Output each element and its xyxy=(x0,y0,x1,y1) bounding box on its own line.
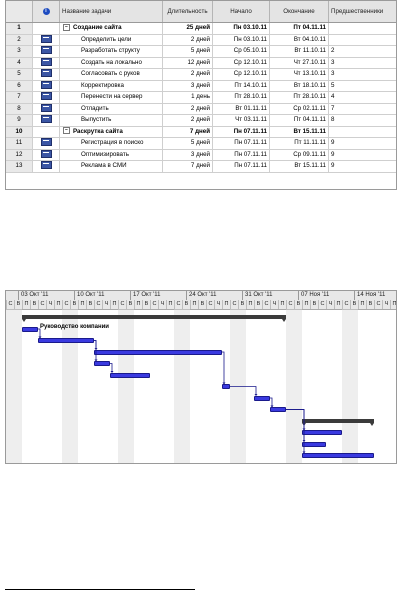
day-letter: С xyxy=(342,300,350,309)
gantt-summary-bar[interactable] xyxy=(302,419,374,423)
row-indicator xyxy=(33,46,60,57)
task-name-text: Согласовать с руков xyxy=(81,70,140,77)
day-letter: П xyxy=(358,300,366,309)
row-predecessors[interactable]: 2 xyxy=(331,47,335,54)
day-letter: С xyxy=(38,300,46,309)
dependency-link xyxy=(110,364,112,373)
day-letter: П xyxy=(222,300,230,309)
row-id[interactable]: 9 xyxy=(6,115,33,126)
row-predecessors[interactable]: 9 xyxy=(331,139,335,146)
week-label: 03 Окт '11 xyxy=(18,291,74,300)
row-duration[interactable]: 7 дней xyxy=(163,127,213,138)
task-name-text: Регистрация в поиско xyxy=(81,139,144,146)
task-name-text: Реклама в СМИ xyxy=(81,162,127,169)
table-row[interactable] xyxy=(6,161,396,173)
row-start[interactable]: Пт 28.10.11 xyxy=(213,92,270,103)
day-letter: П xyxy=(390,300,397,309)
row-task-name[interactable] xyxy=(60,23,163,34)
row-predecessors[interactable]: 3 xyxy=(331,58,335,66)
task-indicator-icon xyxy=(41,81,52,89)
day-letter: С xyxy=(318,300,326,309)
row-predecessors[interactable]: 9 xyxy=(331,150,335,158)
row-duration[interactable]: 3 дней xyxy=(163,150,213,161)
row-start[interactable]: Пн 07.11.11 xyxy=(213,150,270,161)
row-task-name[interactable] xyxy=(60,138,163,149)
week-label: 24 Окт '11 xyxy=(186,291,242,300)
day-letter: С xyxy=(94,300,102,309)
day-letter: П xyxy=(246,300,254,309)
day-letter: Ч xyxy=(270,300,278,309)
row-indicator xyxy=(33,92,60,103)
row-end[interactable]: Пт 11.11.11 xyxy=(270,138,329,149)
day-letter: П xyxy=(54,300,62,309)
day-letter: П xyxy=(134,300,142,309)
row-predecessors[interactable] xyxy=(329,127,397,138)
row-id[interactable]: 3 xyxy=(6,46,33,57)
day-letter: П xyxy=(302,300,310,309)
task-name-text: Разработать структу xyxy=(81,47,140,54)
row-task-name[interactable] xyxy=(60,35,163,46)
day-letter: В xyxy=(126,300,134,309)
day-letter: П xyxy=(334,300,342,309)
day-letter: П xyxy=(78,300,86,309)
collapse-toggle-icon[interactable]: − xyxy=(63,24,70,31)
day-letter: В xyxy=(30,300,38,309)
header-end[interactable]: Окончание xyxy=(270,1,329,22)
day-letter: П xyxy=(278,300,286,309)
gantt-task-bar[interactable] xyxy=(270,407,286,412)
table-row[interactable] xyxy=(6,115,396,127)
row-indicator xyxy=(33,104,60,115)
row-start[interactable]: Пн 03.10.11 xyxy=(213,23,270,34)
row-duration[interactable]: 2 дней xyxy=(163,104,213,115)
table-row[interactable] xyxy=(6,92,396,104)
day-letter: В xyxy=(182,300,190,309)
day-letter: В xyxy=(198,300,206,309)
task-name-text: Корректировка xyxy=(81,81,124,89)
day-letter: В xyxy=(366,300,374,309)
day-letter: С xyxy=(118,300,126,309)
row-start[interactable]: Чт 03.11.11 xyxy=(213,115,270,126)
week-label: 07 Ноя '11 xyxy=(298,291,354,300)
week-label: 10 Окт '11 xyxy=(74,291,130,300)
row-task-name[interactable] xyxy=(60,127,163,138)
row-duration[interactable]: 7 дней xyxy=(163,161,213,172)
row-task-name[interactable] xyxy=(60,92,163,103)
week-label: 31 Окт '11 xyxy=(242,291,298,300)
gantt-task-bar[interactable] xyxy=(110,373,150,378)
row-indicator xyxy=(33,115,60,126)
header-predecessors[interactable]: Предшественники xyxy=(329,1,397,22)
row-indicator xyxy=(33,138,60,149)
dependency-link xyxy=(94,341,96,350)
week-label: 17 Окт '11 xyxy=(130,291,186,300)
footnote-separator xyxy=(5,589,195,590)
row-end[interactable]: Пт 28.10.11 xyxy=(270,92,329,103)
day-letter: Ч xyxy=(158,300,166,309)
task-name-text: Раскрутка сайта xyxy=(73,127,123,135)
row-task-name[interactable] xyxy=(60,115,163,126)
day-letter: С xyxy=(230,300,238,309)
row-end[interactable]: Ср 09.11.11 xyxy=(270,150,329,161)
task-indicator-icon xyxy=(41,46,52,54)
task-indicator-icon xyxy=(41,161,52,169)
day-letter: С xyxy=(6,300,14,309)
day-letter: П xyxy=(166,300,174,309)
weekend-shade xyxy=(6,309,22,464)
collapse-toggle-icon[interactable]: − xyxy=(63,127,70,134)
day-letter: В xyxy=(70,300,78,309)
row-duration[interactable]: 5 дней xyxy=(163,46,213,57)
row-predecessors[interactable]: 9 xyxy=(331,162,335,169)
task-name-text: Определить цели xyxy=(81,35,132,43)
resource-label: Руководство компании xyxy=(40,324,109,330)
gantt-task-bar[interactable] xyxy=(94,361,110,366)
day-letter: С xyxy=(62,300,70,309)
row-start[interactable]: Пн 07.11.11 xyxy=(213,127,270,138)
task-name-text: Отладить xyxy=(81,104,109,112)
day-letter: С xyxy=(262,300,270,309)
weekend-shade xyxy=(230,309,246,464)
task-indicator-icon xyxy=(41,58,52,66)
row-indicator xyxy=(33,127,60,138)
row-indicator xyxy=(33,58,60,69)
day-letter: Ч xyxy=(102,300,110,309)
day-letter: В xyxy=(294,300,302,309)
gantt-chart[interactable] xyxy=(5,290,397,464)
row-duration[interactable]: 12 дней xyxy=(163,58,213,69)
row-id[interactable]: 8 xyxy=(6,104,33,115)
task-indicator-icon xyxy=(41,150,52,158)
row-predecessors[interactable] xyxy=(329,23,397,34)
day-letter: Ч xyxy=(382,300,390,309)
table-header xyxy=(6,1,396,23)
row-id[interactable]: 13 xyxy=(6,161,33,172)
row-indicator xyxy=(33,35,60,46)
header-task-name[interactable]: Название задачи xyxy=(60,1,163,22)
table-row[interactable] xyxy=(6,150,396,162)
table-row[interactable] xyxy=(6,138,396,150)
row-duration[interactable]: 2 дней xyxy=(163,69,213,80)
task-name-text: Оптимизировать xyxy=(81,150,129,158)
table-row[interactable] xyxy=(6,35,396,47)
day-letter: В xyxy=(238,300,246,309)
row-id[interactable]: 10 xyxy=(6,127,33,138)
day-letter: В xyxy=(142,300,150,309)
gantt-task-bar[interactable] xyxy=(302,430,342,435)
gantt-task-bar[interactable] xyxy=(38,338,94,343)
header-indicators[interactable] xyxy=(33,1,60,22)
weekend-shade xyxy=(62,309,78,464)
gantt-task-bar[interactable] xyxy=(254,396,270,401)
day-letter: С xyxy=(150,300,158,309)
row-end[interactable]: Вт 15.11.11 xyxy=(270,127,329,138)
dependency-link xyxy=(222,352,224,384)
row-id[interactable]: 7 xyxy=(6,92,33,103)
task-name-text: Выпустить xyxy=(81,116,112,123)
day-letter: Ч xyxy=(326,300,334,309)
gantt-task-bar[interactable] xyxy=(222,384,230,389)
task-indicator-icon xyxy=(41,92,52,100)
row-end[interactable]: Вт 04.10.11 xyxy=(270,35,329,46)
day-letter: П xyxy=(190,300,198,309)
gantt-task-bar[interactable] xyxy=(94,350,222,355)
row-task-name[interactable] xyxy=(60,104,163,115)
gantt-task-bar[interactable] xyxy=(22,327,38,332)
weekend-shade xyxy=(118,309,134,464)
table-row[interactable] xyxy=(6,104,396,116)
header-start[interactable]: Начало xyxy=(213,1,270,22)
row-predecessors[interactable]: 5 xyxy=(331,81,335,89)
day-letter: В xyxy=(350,300,358,309)
weekend-shade xyxy=(174,309,190,464)
info-icon: i xyxy=(43,8,50,15)
row-task-name[interactable] xyxy=(60,46,163,57)
day-letter: С xyxy=(286,300,294,309)
header-id[interactable] xyxy=(6,1,33,22)
row-end[interactable]: Чт 27.10.11 xyxy=(270,58,329,69)
row-start[interactable]: Пт 14.10.11 xyxy=(213,81,270,92)
task-indicator-icon xyxy=(41,115,52,123)
gantt-summary-bar[interactable] xyxy=(22,315,286,319)
row-end[interactable]: Пт 04.11.11 xyxy=(270,23,329,34)
weekend-shade xyxy=(286,309,302,464)
row-predecessors[interactable]: 7 xyxy=(331,104,335,112)
row-indicator xyxy=(33,69,60,80)
task-indicator-icon xyxy=(41,35,52,43)
table-row[interactable] xyxy=(6,127,396,139)
row-indicator xyxy=(33,23,60,34)
gantt-task-bar[interactable] xyxy=(302,442,326,447)
row-predecessors[interactable]: 4 xyxy=(331,93,335,100)
row-duration[interactable]: 3 дней xyxy=(163,81,213,92)
row-predecessors[interactable] xyxy=(329,35,397,46)
row-task-name[interactable] xyxy=(60,150,163,161)
dependency-link xyxy=(38,329,40,338)
day-letter: П xyxy=(22,300,30,309)
row-id[interactable]: 1 xyxy=(6,23,33,34)
row-end[interactable]: Пт 04.11.11 xyxy=(270,115,329,126)
table-row[interactable] xyxy=(6,81,396,93)
row-id[interactable]: 4 xyxy=(6,58,33,69)
row-end[interactable]: Вт 15.11.11 xyxy=(270,161,329,172)
table-row[interactable] xyxy=(6,23,396,35)
row-start[interactable]: Пн 07.11.11 xyxy=(213,161,270,172)
row-indicator xyxy=(33,81,60,92)
dependency-link xyxy=(270,398,272,407)
day-letter: В xyxy=(86,300,94,309)
row-indicator xyxy=(33,150,60,161)
row-start[interactable]: Ср 12.10.11 xyxy=(213,69,270,80)
row-duration[interactable]: 1 день xyxy=(163,92,213,103)
day-letter: П xyxy=(110,300,118,309)
row-duration[interactable]: 2 дней xyxy=(163,35,213,46)
day-letter: С xyxy=(174,300,182,309)
row-task-name[interactable] xyxy=(60,161,163,172)
row-predecessors[interactable]: 8 xyxy=(331,116,335,123)
task-indicator-icon xyxy=(41,104,52,112)
task-name-text: Создать на локально xyxy=(81,58,142,66)
row-start[interactable]: Ср 05.10.11 xyxy=(213,46,270,57)
day-letter: Ч xyxy=(214,300,222,309)
row-start[interactable]: Пн 07.11.11 xyxy=(213,138,270,149)
row-end[interactable]: Чт 13.10.11 xyxy=(270,69,329,80)
row-task-name[interactable] xyxy=(60,81,163,92)
row-duration[interactable]: 2 дней xyxy=(163,115,213,126)
day-letter: В xyxy=(14,300,22,309)
row-task-name[interactable] xyxy=(60,58,163,69)
day-letter: С xyxy=(374,300,382,309)
row-indicator xyxy=(33,161,60,172)
task-indicator-icon xyxy=(41,138,52,146)
row-id[interactable]: 5 xyxy=(6,69,33,80)
row-start[interactable]: Вт 01.11.11 xyxy=(213,104,270,115)
row-end[interactable]: Ср 02.11.11 xyxy=(270,104,329,115)
row-predecessors[interactable]: 3 xyxy=(331,70,335,77)
day-letter: Ч xyxy=(46,300,54,309)
gantt-task-bar[interactable] xyxy=(302,453,374,458)
row-id[interactable]: 2 xyxy=(6,35,33,46)
table-row[interactable] xyxy=(6,69,396,81)
table-row[interactable] xyxy=(6,46,396,58)
task-table[interactable] xyxy=(5,0,397,190)
row-duration[interactable]: 5 дней xyxy=(163,138,213,149)
row-end[interactable]: Вт 18.10.11 xyxy=(270,81,329,92)
day-letter: В xyxy=(254,300,262,309)
row-task-name[interactable] xyxy=(60,69,163,80)
header-duration[interactable]: Длительность xyxy=(163,1,213,22)
day-letter: В xyxy=(310,300,318,309)
day-letter: С xyxy=(206,300,214,309)
row-start[interactable]: Ср 12.10.11 xyxy=(213,58,270,69)
row-id[interactable]: 12 xyxy=(6,150,33,161)
row-duration[interactable]: 25 дней xyxy=(163,23,213,34)
task-indicator-icon xyxy=(41,69,52,77)
task-name-text: Перенести на сервер xyxy=(81,93,143,100)
row-end[interactable]: Вт 11.10.11 xyxy=(270,46,329,57)
week-label: 14 Ноя '11 xyxy=(354,291,397,300)
row-id[interactable]: 6 xyxy=(6,81,33,92)
weekend-shade xyxy=(342,309,358,464)
row-id[interactable]: 11 xyxy=(6,138,33,149)
row-start[interactable]: Пн 03.10.11 xyxy=(213,35,270,46)
table-row[interactable] xyxy=(6,58,396,70)
task-name-text: Создание сайта xyxy=(73,24,122,31)
